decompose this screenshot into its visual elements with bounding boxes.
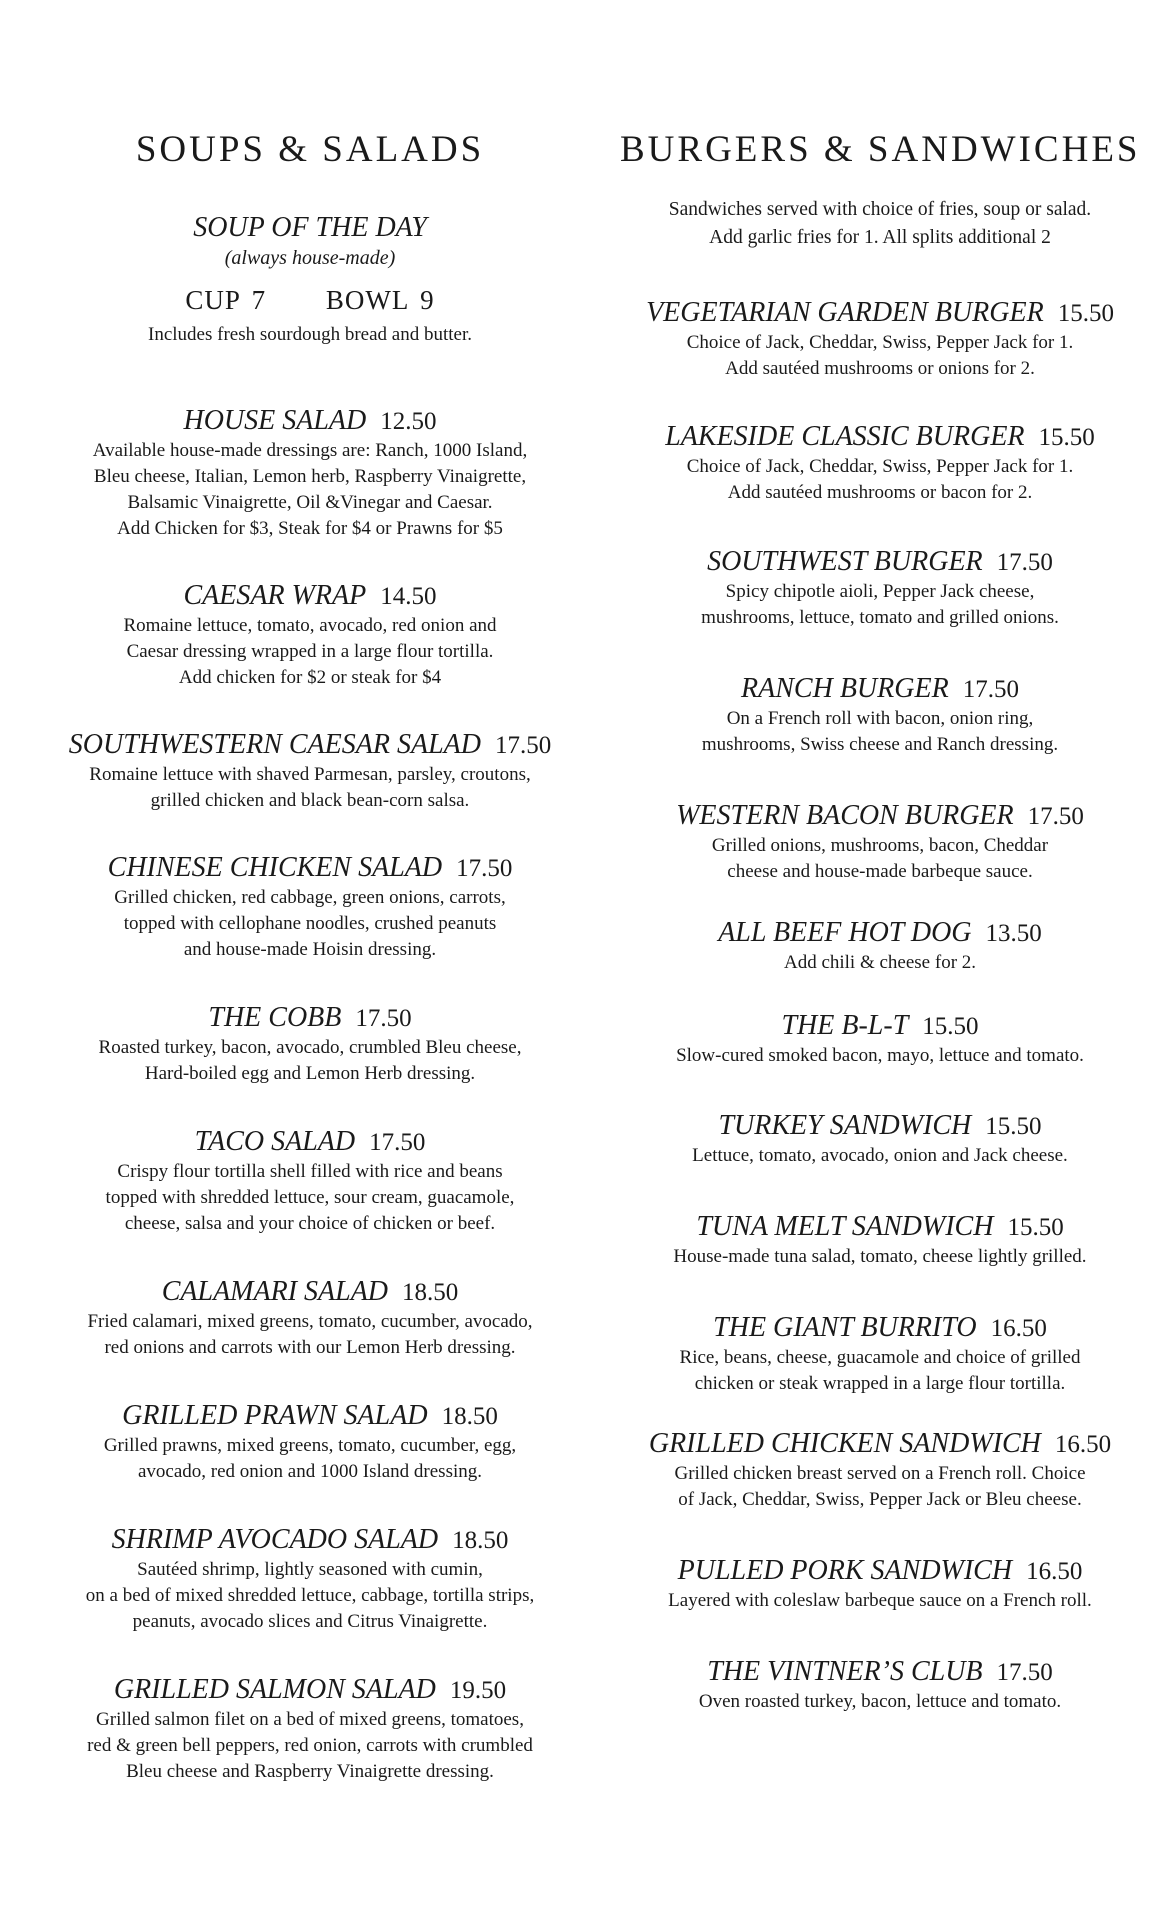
soup-sizes — [40, 278, 580, 322]
cup-label: CUP — [185, 285, 240, 315]
item-name: VEGETARIAN GARDEN BURGER — [646, 297, 1044, 328]
item-name: CAESAR WRAP — [183, 580, 367, 611]
item-desc: Layered with coleslaw barbeque sauce on a French roll. — [668, 1590, 1092, 1611]
menu-item — [40, 852, 580, 963]
item-name: GRILLED CHICKEN SANDWICH — [648, 1428, 1041, 1459]
item-price: 19.50 — [449, 1677, 507, 1704]
cup-price: 7 — [251, 285, 267, 315]
item-name: WESTERN BACON BURGER — [676, 800, 1014, 831]
menu-item — [40, 1400, 580, 1485]
item-name: THE B-L-T — [781, 1010, 909, 1041]
item-price: 15.50 — [1007, 1214, 1064, 1241]
item-price: 17.50 — [962, 676, 1019, 703]
item-desc: Spicy chipotle aioli, Pepper Jack cheese, mushrooms, lettuce, tomato and grilled onions. — [701, 581, 1059, 628]
item-desc: Lettuce, tomato, avocado, onion and Jack cheese. — [692, 1145, 1068, 1166]
menu-item — [620, 1010, 1140, 1069]
menu-item — [30, 1524, 590, 1635]
item-price: 13.50 — [985, 920, 1042, 947]
item-price: 16.50 — [990, 1315, 1047, 1342]
item-name: SOUTHWEST BURGER — [707, 546, 983, 577]
item-desc: Sautéed shrimp, lightly seasoned with cumin, on a bed of mixed shredded lettuce, cabbage, tortilla strips, peanuts, avocado slices and Citrus Vinaigrette. — [85, 1559, 535, 1632]
item-price: 18.50 — [402, 1279, 459, 1306]
menu-item — [620, 673, 1140, 758]
item-desc: Grilled onions, mushrooms, bacon, Cheddar cheese and house-made barbeque sauce. — [711, 835, 1049, 882]
item-name: CHINESE CHICKEN SALAD — [107, 852, 443, 883]
item-name: TURKEY SANDWICH — [718, 1110, 972, 1141]
item-desc: Slow-cured smoked bacon, mayo, lettuce and tomato. — [676, 1045, 1084, 1066]
item-name: GRILLED SALMON SALAD — [113, 1674, 436, 1705]
item-name: TUNA MELT SANDWICH — [696, 1211, 994, 1242]
item-name: THE COBB — [208, 1002, 342, 1033]
item-price: 17.50 — [355, 1005, 412, 1032]
item-name: TACO SALAD — [194, 1126, 356, 1157]
menu-item — [620, 1110, 1140, 1169]
item-desc: Available house-made dressings are: Ranch, 1000 Island, Bleu cheese, Italian, Lemon herb, Raspberry Vinaigrette, Balsamic Vinaigrette, Oil &Vinegar and Caesar. Add Chicken for $3, Steak for $4 or Prawns for $5 — [92, 440, 528, 539]
menu-item — [620, 1656, 1140, 1715]
menu-item — [620, 1555, 1140, 1614]
menu-item — [620, 421, 1140, 506]
menu-item — [40, 1276, 580, 1361]
item-price: 12.50 — [380, 408, 437, 435]
item-price: 14.50 — [380, 583, 437, 610]
item-price: 17.50 — [494, 732, 552, 759]
item-name: CALAMARI SALAD — [161, 1276, 389, 1307]
soup-desc: Includes fresh sourdough bread and butter. — [148, 324, 472, 345]
item-name: ALL BEEF HOT DOG — [718, 917, 972, 948]
menu-item — [40, 1674, 580, 1785]
menu-item — [620, 546, 1140, 631]
item-price: 16.50 — [1054, 1431, 1112, 1458]
item-desc: Roasted turkey, bacon, avocado, crumbled Bleu cheese, Hard-boiled egg and Lemon Herb dressing. — [98, 1037, 522, 1084]
item-desc: Add chili & cheese for 2. — [783, 952, 977, 973]
menu-item — [620, 297, 1140, 382]
item-price: 17.50 — [1027, 803, 1084, 830]
item-desc: Crispy flour tortilla shell filled with rice and beans topped with shredded lettuce, sour cream, guacamole, cheese, salsa and your choice of chicken or beef. — [105, 1161, 515, 1234]
item-name: LAKESIDE CLASSIC BURGER — [665, 421, 1025, 452]
item-price: 17.50 — [996, 1659, 1053, 1686]
item-desc: Rice, beans, cheese, guacamole and choice of grilled chicken or steak wrapped in a large flour tortilla. — [679, 1347, 1081, 1394]
item-desc: Grilled prawns, mixed greens, tomato, cucumber, egg, avocado, red onion and 1000 Island dressing. — [103, 1435, 517, 1482]
item-price: 17.50 — [996, 549, 1053, 576]
item-price: 15.50 — [1057, 300, 1114, 327]
soup-name: SOUP OF THE DAY — [193, 212, 427, 243]
item-name: HOUSE SALAD — [183, 405, 367, 436]
burgers-sandwiches-heading: BURGERS & SANDWICHES — [620, 129, 1141, 170]
item-name: RANCH BURGER — [741, 673, 949, 704]
item-name: THE VINTNER’S CLUB — [707, 1656, 983, 1687]
item-price: 17.50 — [369, 1129, 426, 1156]
item-price: 18.50 — [452, 1527, 509, 1554]
item-desc: Grilled chicken breast served on a French roll. Choice of Jack, Cheddar, Swiss, Pepper Jack or Bleu cheese. — [674, 1463, 1086, 1510]
item-price: 15.50 — [922, 1013, 979, 1040]
menu-item — [620, 1312, 1140, 1397]
item-desc: On a French roll with bacon, onion ring, mushrooms, Swiss cheese and Ranch dressing. — [701, 708, 1059, 755]
menu-item — [40, 580, 580, 691]
menu-item — [620, 1428, 1140, 1513]
item-desc: Romaine lettuce, tomato, avocado, red onion and Caesar dressing wrapped in a large flour tortilla. Add chicken for $2 or steak for $4 — [123, 615, 497, 688]
menu-item — [620, 800, 1140, 885]
item-name: THE GIANT BURRITO — [713, 1312, 977, 1343]
item-price: 18.50 — [441, 1403, 498, 1430]
soup-of-the-day — [40, 212, 580, 348]
item-price: 15.50 — [985, 1113, 1042, 1140]
sandwich-intro: Sandwiches served with choice of fries, soup or salad. Add garlic fries for 1. All splits additional 2 — [668, 199, 1092, 248]
item-price: 17.50 — [456, 855, 513, 882]
item-desc: Fried calamari, mixed greens, tomato, cucumber, avocado, red onions and carrots with our Lemon Herb dressing. — [87, 1311, 533, 1358]
item-desc: Romaine lettuce with shaved Parmesan, parsley, croutons, grilled chicken and black bean-corn salsa. — [89, 764, 531, 811]
item-price: 16.50 — [1026, 1558, 1083, 1585]
item-desc: Grilled chicken, red cabbage, green onions, carrots, topped with cellophane noodles, crushed peanuts and house-made Hoisin dressing. — [114, 887, 506, 960]
soup-note: (always house-made) — [224, 247, 396, 269]
item-desc: Oven roasted turkey, bacon, lettuce and tomato. — [698, 1691, 1062, 1712]
menu-item — [40, 1002, 580, 1087]
item-name: SOUTHWESTERN CAESAR SALAD — [68, 729, 481, 760]
bowl-price: 9 — [420, 285, 435, 315]
menu-item — [40, 405, 580, 542]
menu-item — [620, 917, 1140, 976]
item-desc: House-made tuna salad, tomato, cheese lightly grilled. — [673, 1246, 1087, 1267]
menu-item — [20, 729, 600, 814]
item-desc: Grilled salmon filet on a bed of mixed greens, tomatoes, red & green bell peppers, red onion, carrots with crumbled Bleu cheese and Raspberry Vinaigrette dressing. — [87, 1709, 533, 1782]
item-desc: Choice of Jack, Cheddar, Swiss, Pepper Jack for 1. Add sautéed mushrooms or onions for 2. — [686, 332, 1074, 379]
menu-item — [620, 1211, 1140, 1270]
item-name: GRILLED PRAWN SALAD — [122, 1400, 428, 1431]
bowl-label: BOWL — [325, 285, 409, 315]
item-name: SHRIMP AVOCADO SALAD — [111, 1524, 439, 1555]
menu-item — [40, 1126, 580, 1237]
item-desc: Choice of Jack, Cheddar, Swiss, Pepper Jack for 1. Add sautéed mushrooms or bacon for 2. — [686, 456, 1074, 503]
item-name: PULLED PORK SANDWICH — [677, 1555, 1013, 1586]
soups-salads-heading: SOUPS & SALADS — [135, 129, 485, 170]
item-price: 15.50 — [1038, 424, 1095, 451]
